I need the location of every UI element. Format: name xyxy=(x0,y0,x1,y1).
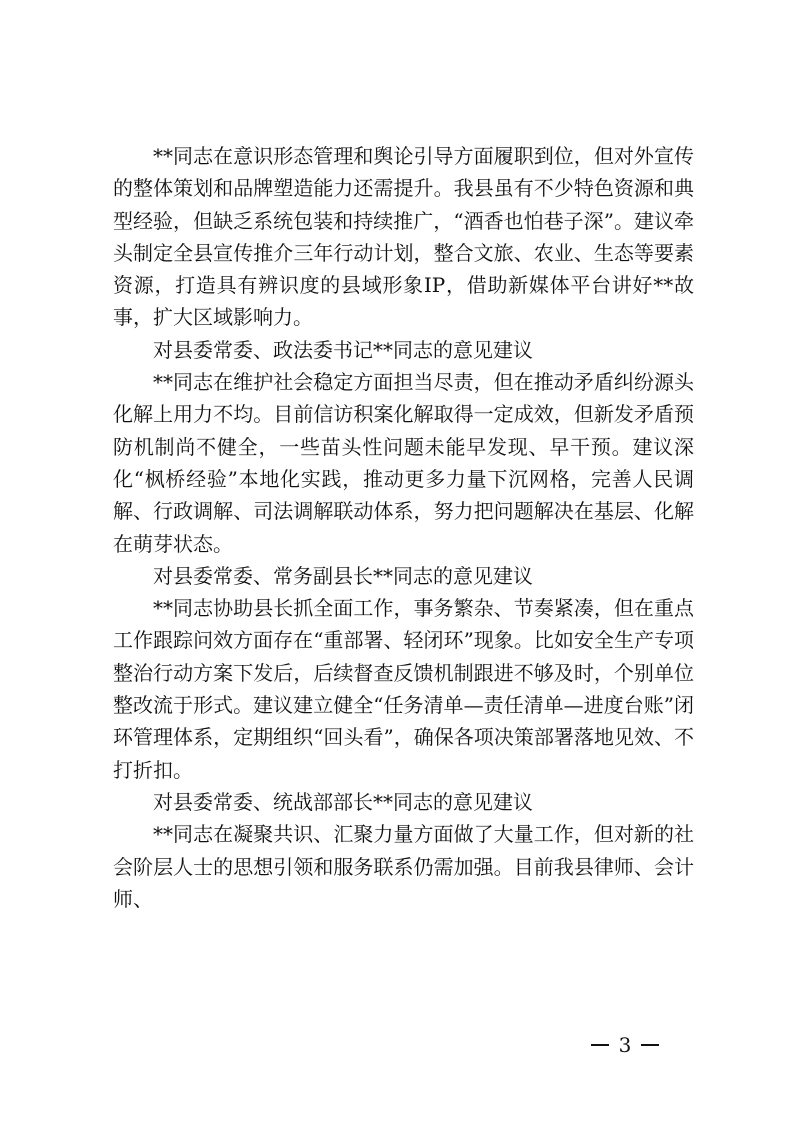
page-footer xyxy=(560,1030,690,1060)
heading-politics-law-secretary: 对县委常委、政法委书记**同志的意见建议 xyxy=(153,337,533,362)
footer-left-dash xyxy=(591,1044,609,1046)
paragraph-executive-deputy-opinion: **同志协助县长抓全面工作，事务繁杂、节奏紧凑，但在重点工作跟踪问效方面存在“重部署、轻闭环”现象。比如安全生产专项整治行动方案下发后，后续督查反馈机制跟进不够及时，个别单位整改流于形式。建议建立健全“任务清单—责任清单—进度台账”闭环管理体系，定期组织“回头看”，确保各项决策部署落地见效、不打折扣。 xyxy=(113,596,694,782)
paragraph-politics-law-opinion: **同志在维护社会稳定方面担当尽责，但在推动矛盾纠纷源头化解上用力不均。目前信访积案化解取得一定成效，但新发矛盾预防机制尚不健全，一些苗头性问题未能早发现、早干预。建议深化“枫桥经验”本地化实践，推动更多力量下沉网格，完善人民调解、行政调解、司法调解联动体系，努力把问题解决在基层、化解在萌芽状态。 xyxy=(113,370,694,556)
paragraph-propaganda-opinion: **同志在意识形态管理和舆论引导方面履职到位，但对外宣传的整体策划和品牌塑造能力还需提升。我县虽有不少特色资源和典型经验，但缺乏系统包装和持续推广，“酒香也怕巷子深”。建议牵头制定全县宣传推介三年行动计划，整合文旅、农业、生态等要素资源，打造具有辨识度的县域形象IP，借助新媒体平台讲好**故事，扩大区域影响力。 xyxy=(113,144,694,330)
footer-right-dash xyxy=(641,1044,659,1046)
heading-united-front-minister: 对县委常委、统战部部长**同志的意见建议 xyxy=(153,789,533,814)
document-body xyxy=(113,140,694,915)
paragraph-united-front-opinion: **同志在凝聚共识、汇聚力量方面做了大量工作，但对新的社会阶层人士的思想引领和服务联系仍需加强。目前我县律师、会计师、 xyxy=(113,822,694,911)
page-number: 3 xyxy=(618,1033,632,1057)
heading-executive-deputy-county-head: 对县委常委、常务副县长**同志的意见建议 xyxy=(153,563,533,588)
